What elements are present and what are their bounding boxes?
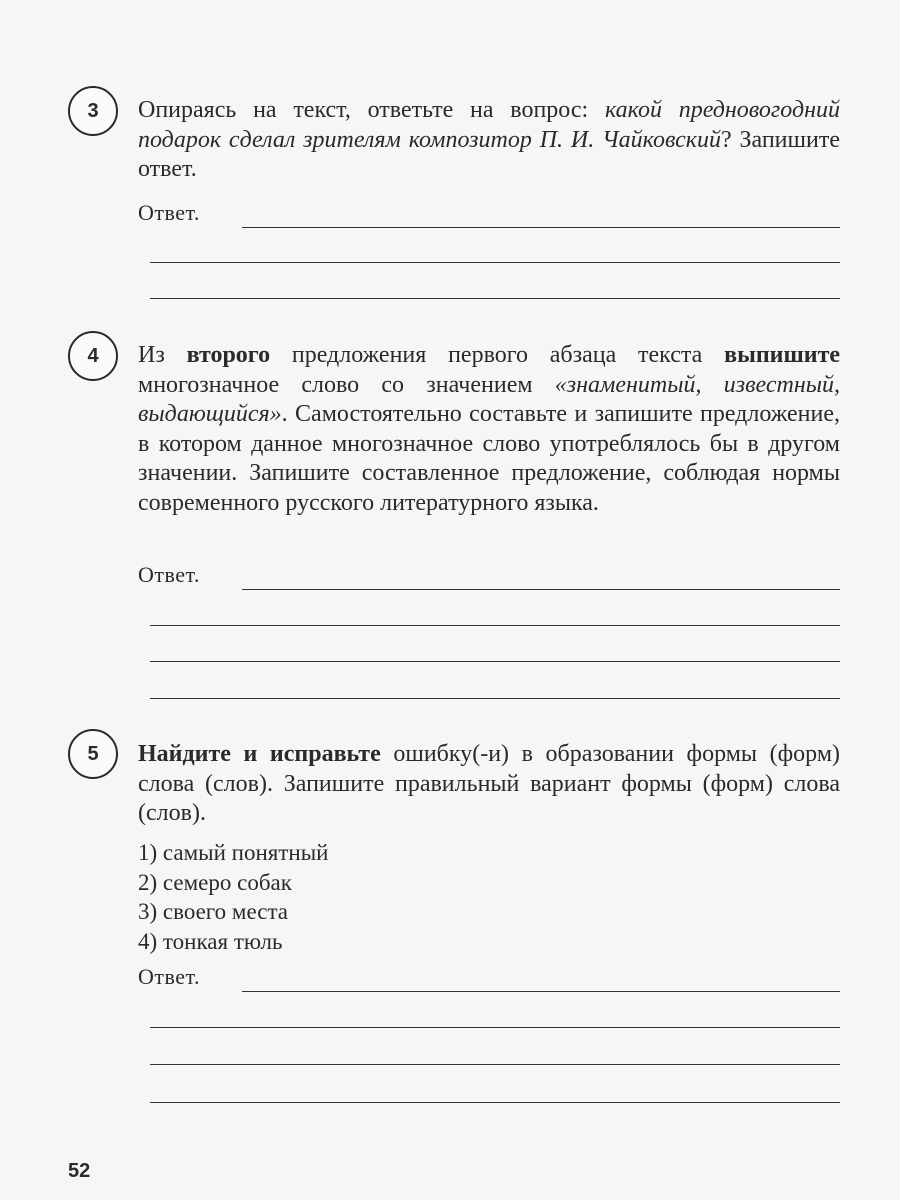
text-run-bold: Найдите и исправьте	[138, 741, 381, 767]
answer-line[interactable]	[242, 227, 840, 228]
text-run: Из	[138, 342, 187, 368]
text-run: многозначное слово со значением	[138, 371, 555, 398]
answer-row	[138, 962, 840, 992]
option-item: 1) самый понятный	[138, 840, 329, 865]
answer-line[interactable]	[150, 1102, 840, 1103]
task-number-badge: 3	[68, 86, 118, 136]
task-4-text	[138, 341, 840, 518]
answer-line[interactable]	[150, 1064, 840, 1065]
task-number-badge: 5	[68, 729, 118, 779]
answer-line[interactable]	[242, 589, 840, 590]
answer-row	[138, 198, 840, 228]
answer-label: Ответ.	[138, 200, 200, 225]
text-run-italic: какой предновогодний подарок сделал зрителям композитор П. И. Чайковский	[138, 97, 840, 153]
answer-label: Ответ.	[138, 964, 200, 989]
answer-row	[138, 560, 840, 590]
answer-line[interactable]	[150, 298, 840, 299]
answer-line[interactable]	[150, 661, 840, 662]
options-list	[138, 838, 329, 956]
option-item: 4) тонкая тюль	[138, 928, 283, 954]
text-run: Опираясь на текст, ответьте на вопрос:	[138, 97, 605, 123]
text-run: . Самостоятельно составьте и запишите предложение, в котором данное многозначное слово употреблялось бы в другом значении. Запишите составленное предложение, соблюдая нормы современного русского литературного языка.	[138, 401, 840, 516]
text-run: ? Запишите ответ.	[138, 126, 840, 182]
text-run-bold: второго	[186, 342, 271, 368]
task-number-badge: 4	[68, 331, 118, 381]
task-5-text	[138, 740, 840, 829]
text-run-bold: выпишите	[724, 342, 841, 368]
text-run: предложения первого абзаца текста	[270, 342, 725, 368]
text-run: ошибку(-и) в образовании формы (форм) слова (слов). Запишите правильный вариант формы (форм) слова (слов).	[138, 741, 840, 826]
option-item: 3) своего места	[138, 899, 289, 924]
answer-line[interactable]	[150, 625, 840, 626]
answer-line[interactable]	[242, 991, 840, 992]
answer-line[interactable]	[150, 1027, 840, 1028]
text-run-italic: «знаменитый, известный, выдающийся»	[138, 371, 840, 427]
answer-line[interactable]	[150, 698, 840, 699]
answer-line[interactable]	[150, 262, 840, 263]
answer-label: Ответ.	[138, 562, 200, 587]
option-item: 2) семеро собак	[138, 869, 292, 895]
task-3-text	[138, 96, 840, 185]
page-number: 52	[68, 1160, 91, 1182]
